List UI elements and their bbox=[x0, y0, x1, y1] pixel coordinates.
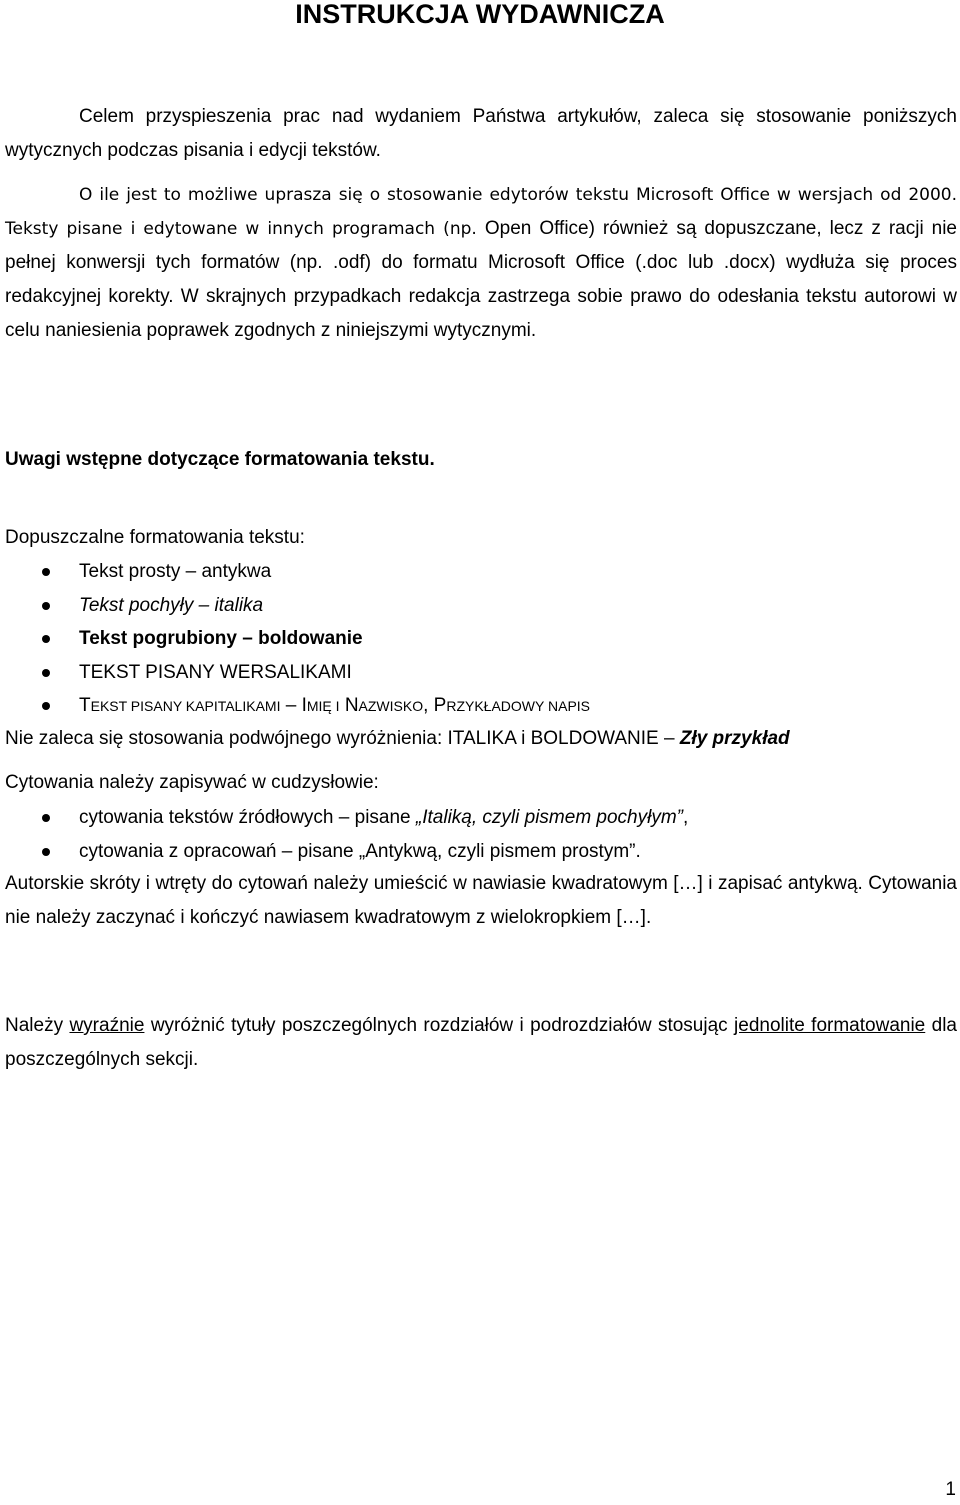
list-item-text: cytowania tekstów źródłowych – pisane „Italiką, czyli pismem pochyłym”, bbox=[79, 807, 689, 828]
formatting-list bbox=[5, 555, 957, 723]
list-item bbox=[5, 835, 957, 869]
bullet-icon bbox=[42, 635, 50, 643]
bullet-icon bbox=[42, 848, 50, 856]
list-item bbox=[5, 656, 957, 690]
editor-requirements-paragraph bbox=[5, 178, 957, 348]
bullet-icon bbox=[42, 602, 50, 610]
list-item bbox=[5, 622, 957, 656]
bullet-icon bbox=[42, 568, 50, 576]
bad-example-label: Zły przykład bbox=[679, 728, 790, 749]
list-item bbox=[5, 689, 957, 723]
headings-note-paragraph: Należy wyraźnie wyróżnić tytuły poszczególnych rozdziałów i podrozdziałów stosując jednolite formatowanie dla poszczególnych sekcji. bbox=[5, 1015, 957, 1070]
bullet-icon bbox=[42, 702, 50, 710]
formatting-intro: Dopuszczalne formatowania tekstu: bbox=[5, 527, 305, 548]
list-item-text: Tekst prosty – antykwa bbox=[79, 561, 272, 582]
bullet-icon bbox=[42, 669, 50, 677]
page-title: INSTRUKCJA WYDAWNICZA bbox=[295, 0, 665, 29]
section-heading: Uwagi wstępne dotyczące formatowania tekstu. bbox=[5, 449, 435, 470]
page-number: 1 bbox=[945, 1479, 956, 1500]
quotes-list bbox=[5, 801, 957, 868]
editor-requirements-part2: Open Office) również są dopuszczane, lecz z racji nie pełnej konwersji tych formatów (np. .odf) do formatu Microsoft Office (.doc lub .docx) wydłuża się proces redakcyjnej korekty. W skrajnych przypadkach redakcja zastrzega sobie prawo do odesłania tekstu autorowi w celu naniesienia poprawek zgodnych z niniejszymi wytycznymi. bbox=[5, 218, 957, 341]
list-item-text: TEKST PISANY KAPITALIKAMI – IMIĘ I NAZWISKO, PRZYKŁADOWY NAPIS bbox=[79, 695, 591, 716]
intro-paragraph: Celem przyspieszenia prac nad wydaniem Państwa artykułów, zaleca się stosowanie poniższych wytycznych podczas pisania i edycji tekstów. bbox=[5, 106, 957, 161]
list-item-text: TEKST PISANY WERSALIKAMI bbox=[79, 661, 352, 683]
quotes-note-paragraph: Autorskie skróty i wtręty do cytowań należy umieścić w nawiasie kwadratowym […] i zapisać antykwą. Cytowania nie należy zaczynać i kończyć nawiasem kwadratowym z wielokropkiem […]. bbox=[5, 873, 957, 928]
bullet-icon bbox=[42, 814, 50, 822]
list-item bbox=[5, 801, 957, 835]
quotes-intro: Cytowania należy zapisywać w cudzysłowie: bbox=[5, 772, 379, 793]
list-item-text: Tekst pogrubiony – boldowanie bbox=[79, 628, 363, 649]
editor-requirements-part1: O ile jest to możliwe uprasza się o stosowanie edytorów tekstu Microsoft Office w wersjach od 2000. Teksty pisane i edytowane w innych programach (np. bbox=[5, 185, 957, 239]
note-text: Nie zaleca się stosowania podwójnego wyróżnienia: ITALIKA i BOLDOWANIE – bbox=[5, 728, 680, 749]
list-item-text: cytowania z opracowań – pisane „Antykwą, czyli pismem prostym”. bbox=[79, 840, 641, 862]
list-item bbox=[5, 589, 957, 623]
list-item-text: Tekst pochyły – italika bbox=[79, 594, 264, 616]
list-item bbox=[5, 555, 957, 589]
double-emphasis-note bbox=[5, 722, 957, 756]
